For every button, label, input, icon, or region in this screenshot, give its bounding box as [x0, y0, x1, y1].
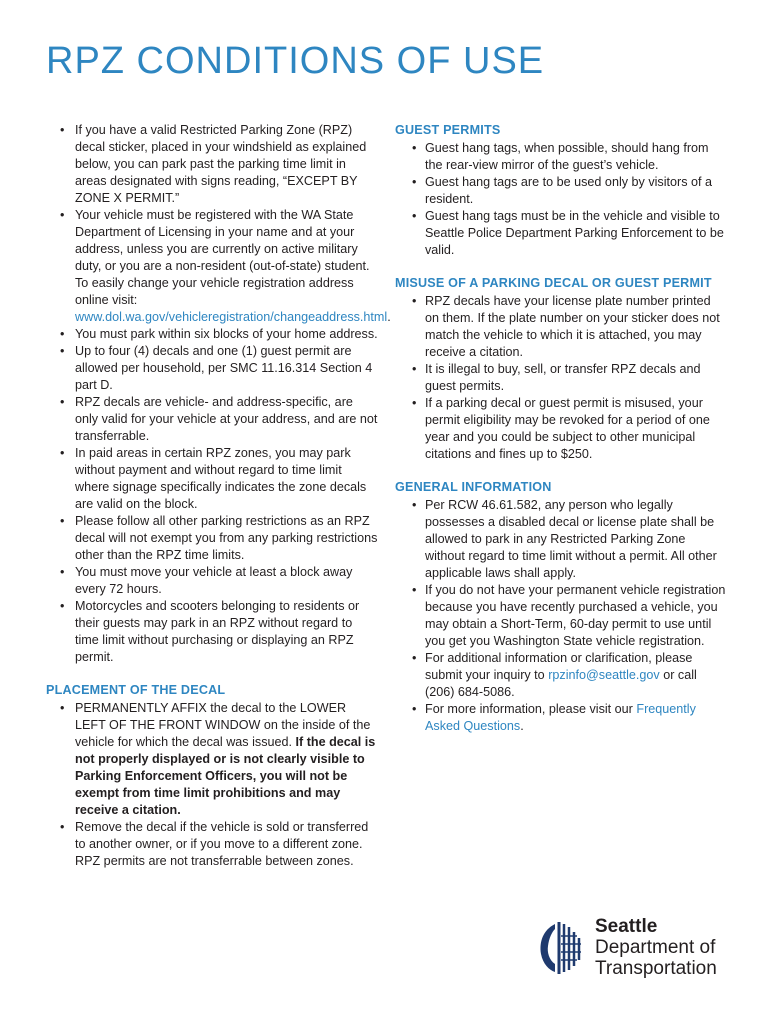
logo-line-transportation: Transportation — [595, 958, 717, 979]
list-item — [395, 701, 727, 735]
list-item: • You must move your vehicle at least a block away every 72 hours. — [56, 564, 378, 598]
list-item: • Motorcycles and scooters belonging to residents or their guests may park in an RPZ without regard to time limit without purchasing or displaying an RPZ permit. — [56, 598, 378, 666]
logo-line-department: Department of — [595, 937, 716, 958]
list-item: • In paid areas in certain RPZ zones, you may park without payment and without regard to time limit where signage specifically indicates the zone decals are valid on the block. — [56, 445, 378, 513]
page-title: RPZ CONDITIONS OF USE — [46, 40, 545, 82]
guest-permits-list — [395, 140, 727, 259]
list-item: • If you do not have your permanent vehicle registration because you have recently purchased a vehicle, you may obtain a Short-Term, 60-day permit to use until you get you Washington State vehicle registration. — [395, 582, 727, 650]
list-item: • Up to four (4) decals and one (1) guest permit are allowed per household, per SMC 11.16.314 Section 4 part D. — [56, 343, 378, 394]
general-info-heading: GENERAL INFORMATION — [395, 480, 552, 494]
list-item — [395, 650, 727, 701]
list-item: • RPZ decals have your license plate number printed on them. If the plate number on your sticker does not match the vehicle to which it is attached, you may receive a citation. — [395, 293, 727, 361]
list-item: • Please follow all other parking restrictions as an RPZ decal will not exempt you from any parking restrictions other than the RPZ time limits. — [56, 513, 378, 564]
logo-text — [595, 916, 717, 979]
list-item: • It is illegal to buy, sell, or transfer RPZ decals and guest permits. — [395, 361, 727, 395]
list-item: • RPZ decals are vehicle- and address-specific, are only valid for your vehicle at your address, and are not transferrable. — [56, 394, 378, 445]
list-item-text: Your vehicle must be registered with the WA State Department of Licensing in your name and at your address, unless you are currently on active military duty, or you are a non-resident (out-of-state) student. To easily change your vehicle registration address online visit: — [75, 208, 370, 307]
guest-permits-heading: GUEST PERMITS — [395, 123, 501, 137]
list-item: • If you have a valid Restricted Parking Zone (RPZ) decal sticker, placed in your windshield as explained below, you can park past the parking time limit in areas designated with signs reading, “EXCEPT BY ZONE X PERMIT.” — [56, 122, 378, 207]
seattle-logo-icon — [537, 920, 587, 976]
list-item: • Guest hang tags are to be used only by visitors of a resident. — [395, 174, 727, 208]
email-link[interactable]: rpzinfo@seattle.gov — [548, 668, 660, 682]
right-column — [395, 122, 727, 735]
list-item: • Guest hang tags, when possible, should hang from the rear-view mirror of the guest’s vehicle. — [395, 140, 727, 174]
list-item: • Guest hang tags must be in the vehicle and visible to Seattle Police Department Parking Enforcement to be valid. — [395, 208, 727, 259]
sdot-logo — [537, 916, 737, 980]
list-item — [56, 700, 378, 819]
placement-list — [56, 700, 378, 870]
logo-line-seattle: Seattle — [595, 916, 658, 937]
list-item: • You must park within six blocks of your home address. — [56, 326, 378, 343]
misuse-heading: MISUSE OF A PARKING DECAL OR GUEST PERMIT — [395, 276, 712, 290]
placement-warning: If the decal is not properly displayed or is not clearly visible to Parking Enforcement Officers, you will not be exempt from time limit prohibitions and may receive a citation. — [75, 735, 376, 817]
faq-text: For more information, please visit our — [425, 702, 637, 716]
placement-text: PERMANENTLY AFFIX the decal to the LOWER LEFT OF THE FRONT WINDOW on the inside of the vehicle for which the decal was issued. — [75, 701, 371, 749]
list-item: • Per RCW 46.61.582, any person who legally possesses a disabled decal or license plate shall be allowed to park in any Restricted Parking Zone without regard to time limit without a permit. All other applicable laws shall apply. — [395, 497, 727, 582]
misuse-list — [395, 293, 727, 463]
conditions-list — [56, 122, 391, 666]
phone-text: or call (206) 684-5086. — [425, 668, 697, 699]
general-info-list — [395, 497, 727, 735]
list-item: • Remove the decal if the vehicle is sold or transferred to another owner, or if you move to a different zone. RPZ permits are not transferrable between zones. — [56, 819, 378, 870]
faq-period: . — [520, 719, 524, 733]
registration-link[interactable]: www.dol.wa.gov/vehicleregistration/changeaddress.html — [75, 310, 388, 324]
list-item: • If a parking decal or guest permit is misused, your permit eligibility may be revoked for a period of one year and you could be subject to other municipal citations and fines up to $250. — [395, 395, 727, 463]
placement-heading: PLACEMENT OF THE DECAL — [46, 683, 226, 697]
left-column — [46, 122, 391, 870]
list-item: • Your vehicle must be registered with the WA State Department of Licensing in your name and at your address, unless you are currently on active military duty, or you are a non-resident (out-of-state) student. To easily change your vehicle registration address online visit: www.dol.wa.gov/vehicleregistration/changeaddress.html. — [56, 207, 378, 326]
faq-link[interactable]: Frequently Asked Questions — [425, 702, 696, 733]
inquiry-text: For additional information or clarification, please submit your inquiry to — [425, 651, 693, 682]
